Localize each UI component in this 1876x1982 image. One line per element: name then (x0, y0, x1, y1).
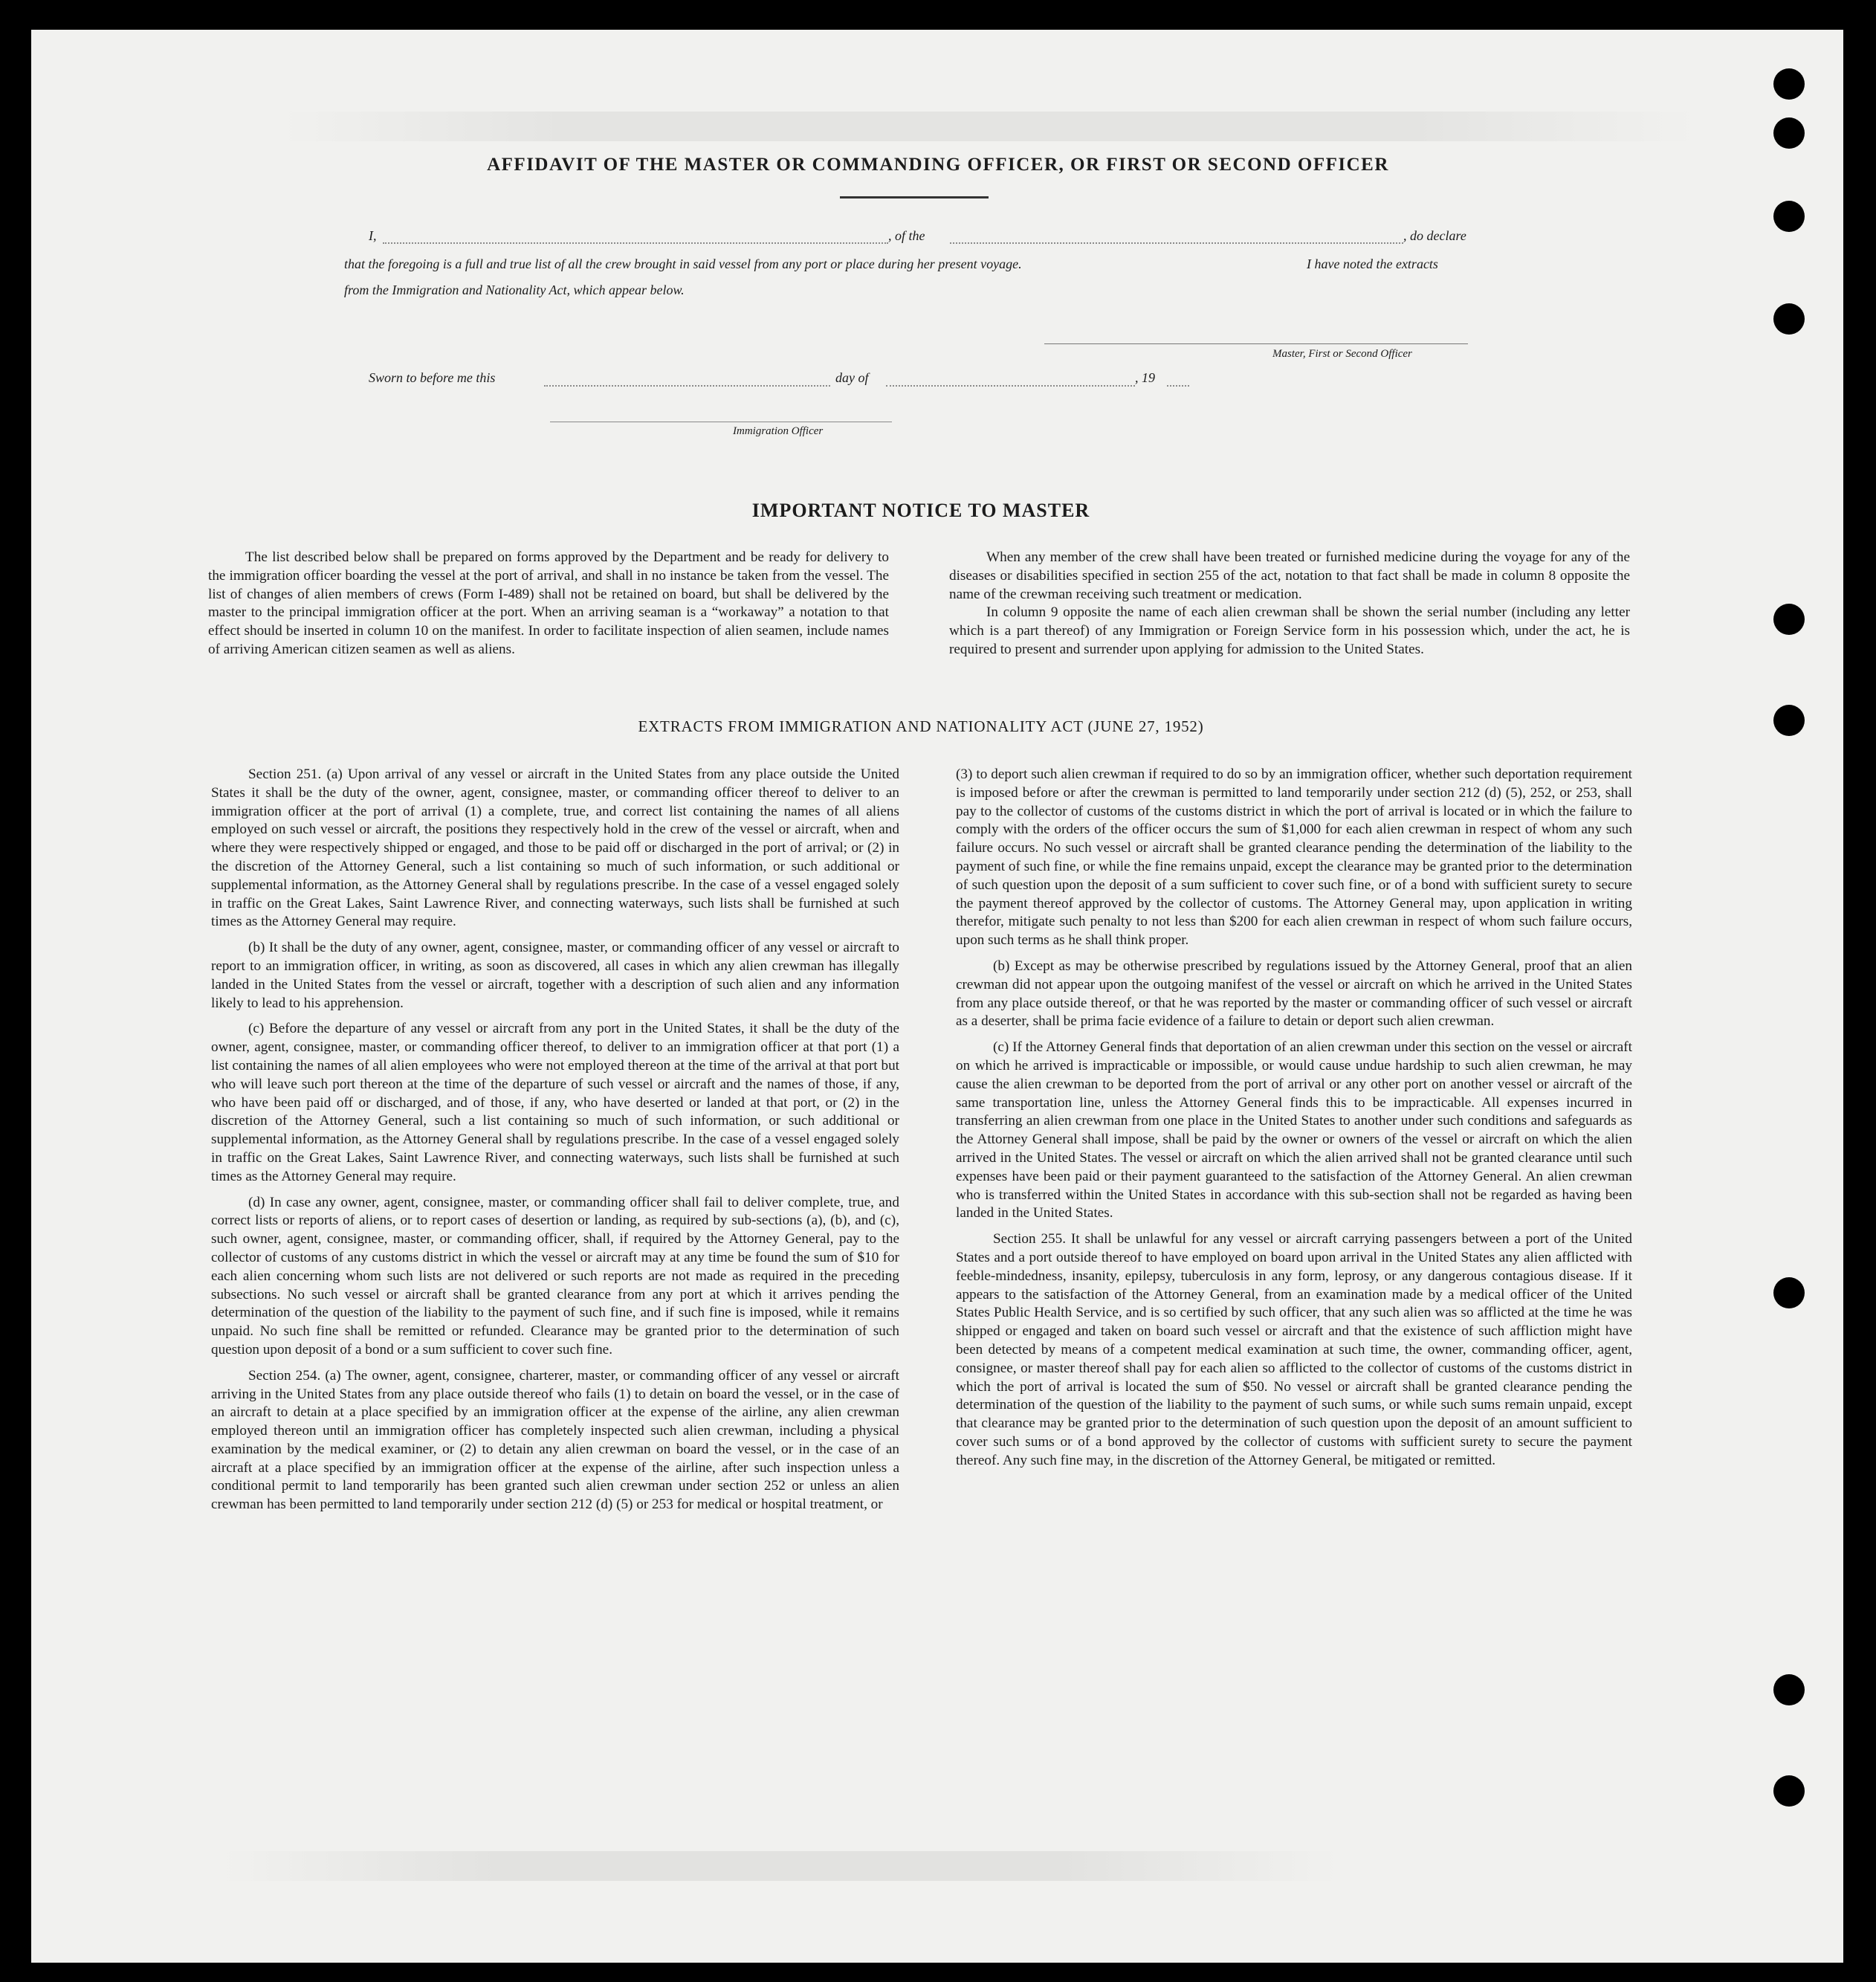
vessel-field[interactable] (950, 242, 1403, 244)
bleed-through-shadow (282, 112, 1695, 141)
sworn-day-field[interactable] (544, 385, 830, 387)
notice-paragraph: The list described below shall be prepared on forms approved by the Department and be ready for delivery to the immigration officer boarding the vessel at the port of arrival, and shall in no instance be taken from the vessel. The list of changes of alien members of crews (Form I-489) shall not be retained on board, but shall be delivered by the master to the principal immigration officer at the port. When an arriving seaman is a “workaway” a notation to that effect should be inserted in column 10 on the manifest. In order to facilitate inspection of alien seamen, include names of arriving American citizen seamen as well as aliens. (208, 549, 889, 657)
sworn-month-field[interactable] (886, 385, 1135, 387)
notice-paragraph: In column 9 opposite the name of each alien crewman shall be shown the serial number (including any letter which is a part thereof) of any Immigration or Foreign Service form in his possession which, under the act, he is required to present and surrender upon applying for admission to the United States. (949, 604, 1630, 657)
statement-line-1: that the foregoing is a full and true list of all the crew brought in said vessel from any port or place during her present voyage. (344, 256, 1022, 271)
section-254a: Section 254. (a) The owner, agent, consignee, charterer, master, or commanding officer of any vessel or aircraft arriving in the United States from any place outside thereof who fails (1) to detain on board the vessel, or in the case of an aircraft to detain at a place specified by an immigration officer at the expense of the airline, any alien crewman employed thereon until an immigration officer has completely inspected such alien crewman, including a physical examination by the medical examiner, or (2) to detain any alien crewman on board the vessel, or in the case of an aircraft at a place specified by an immigration officer at the expense of the airline, after such inspection unless a conditional permit to land temporarily has been granted such alien crewman under section 252 or unless an alien crewman has been permitted to land temporarily under section 212 (d) (5) or 253 for medical or hospital treatment, or (211, 1367, 899, 1513)
sworn-year-field[interactable] (1167, 385, 1189, 387)
section-251c: (c) Before the departure of any vessel or aircraft from any port in the United States, it shall be the duty of the owner, agent, consignee, master, or commanding officer thereof, to deliver to an immigration officer at that port (1) a list containing the names of all alien employees who were not employed thereon at the time of the arrival at that port but who will leave such port thereon at the time of the departure of such vessel or aircraft and the names of those, if any, who have been paid off or discharged, and of those, if any, who have deserted or landed at that port, or (2) in the discretion of the Attorney General, such a list containing so much of such information, or such additional or supplemental information, as the Attorney General shall by regulations prescribe. In the case of a vessel engaged solely in traffic on the Great Lakes, Saint Lawrence River, and connecting waterways, such lists shall be furnished at such times as the Attorney General may require. (211, 1021, 899, 1184)
notice-left-column (208, 549, 889, 667)
punch-hole (1773, 1775, 1805, 1807)
punch-hole (1773, 201, 1805, 232)
statement-noted: I have noted the extracts (1307, 256, 1438, 271)
bleed-through-shadow (223, 1851, 1338, 1881)
year-label: , 19 (1135, 370, 1155, 385)
name-field[interactable] (383, 242, 888, 244)
section-254a-continued: (3) to deport such alien crewman if required to do so by an immigration officer, whether such deportation requirement is imposed before or after the crewman is permitted to land temporarily under section 212 (d) (5), 252, or 253, shall pay to the collector of customs of the customs district in which the port of arrival is located or in which the failure to comply with the orders of the officer occurs the sum of $1,000 for each alien crewman in respect of whom any such failure occurs. No such vessel or aircraft shall be granted clearance pending the determination of the liability to the payment of such fine, or while the fine remains unpaid, except the clearance may be granted prior to the determination of such question upon the deposit of a sum sufficient to cover such fine, or of a bond with sufficient surety to secure the payment thereof approved by the collector of customs. The Attorney General may, upon application in writing therefor, mitigate such penalty to not less than $200 for each alien crewman in respect of whom such failure occurs, upon such terms as he shall think proper. (956, 766, 1632, 949)
section-254b: (b) Except as may be otherwise prescribed by regulations issued by the Attorney General, proof that an alien crewman did not appear upon the outgoing manifest of the vessel or aircraft on which he arrived in the United States from any place outside thereof, or that he was reported by the master or commanding officer of such vessel or aircraft as a deserter, shall be prima facie evidence of a failure to detain or deport such alien crewman. (956, 958, 1632, 1030)
extracts-right-column (956, 766, 1632, 1477)
section-255: Section 255. It shall be unlawful for any vessel or aircraft carrying passengers between a port of the United States and a port outside thereof to have employed on board upon arrival in the United States any alien afflicted with feeble-mindedness, insanity, epilepsy, tuberculosis in any form, leprosy, or any dangerous contagious disease. If it appears to the satisfaction of the Attorney General, from an examination made by a medical officer of the United States Public Health Service, and is so certified by such officer, that any such alien was so afflicted at the time he was shipped or engaged and taken on board such vessel or aircraft and that the existence of such affliction might have been detected by means of a competent medical examination at such time, the owner, commanding officer, agent, consignee, or master thereof shall pay for each alien so afflicted to the collector of customs of the customs district in which the port of arrival is located the sum of $50. No vessel or aircraft shall be granted clearance pending the determination of the question of the liability to the payment of such sums, or while such sums remain unpaid, except that clearance may be granted prior to the determination of such question upon the deposit of an amount sufficient to cover such sums or of a bond approved by the collector of customs with sufficient surety to secure the payment thereof. Any such fine may, in the discretion of the Attorney General, be mitigated or remitted. (956, 1231, 1632, 1468)
notice-title: IMPORTANT NOTICE TO MASTER (751, 500, 1090, 521)
i-label: I, (369, 228, 377, 243)
sworn-label: Sworn to before me this (369, 370, 496, 385)
notice-paragraph: When any member of the crew shall have been treated or furnished medicine during the voyage for any of the diseases or disabilities specified in section 255 of the act, notation to that fact shall be made in column 8 opposite the name of the crewman receiving such treatment or medication. (949, 549, 1630, 602)
statement-line-2: from the Immigration and Nationality Act, which appear below. (344, 283, 685, 297)
punch-hole (1773, 604, 1805, 635)
title-rule (840, 196, 989, 198)
punch-hole (1773, 303, 1805, 335)
punch-hole (1773, 1674, 1805, 1705)
section-254c: (c) If the Attorney General finds that deportation of an alien crewman under this section on the vessel or aircraft on which he arrived is impracticable or impossible, or would cause undue hardship to such alien crewman, he may cause the alien crewman to be deported from the port of arrival or any other port on another vessel or aircraft of the same transportation line, unless the Attorney General finds this to be impracticable. All expenses incurred in transferring an alien crewman from one place in the United States to another under such conditions and safeguards as the Attorney General shall impose, shall be paid by the owner or owners of the vessel or aircraft on which the alien arrived in the United States. The vessel or aircraft on which the alien arrived shall not be granted clearance until such expenses have been paid or their payment guaranteed to the satisfaction of the Attorney General. An alien crewman who is transferred within the United States in accordance with this sub-section shall not be regarded as having been landed in the United States. (956, 1039, 1632, 1221)
declare-label: , do declare (1403, 228, 1466, 243)
punch-hole (1773, 1277, 1805, 1308)
section-251d: (d) In case any owner, agent, consignee, master, or commanding officer shall fail to deliver complete, true, and correct lists or reports of aliens, or to report cases of desertion or landing, as required by sub-sections (a), (b), and (c), such owner, agent, consignee, master, or commanding officer, shall, if required by the Attorney General, pay to the collector of customs of any customs district in which the vessel or aircraft may at any time be found the sum of $10 for each alien concerning whom such lists are not delivered or such reports are not made as required in the preceding subsections. No such vessel or aircraft shall be granted clearance from any port at which it arrives pending the determination of the question of the liability to the payment of such fine, and if such fine is imposed, while it remains unpaid. No such fine shall be remitted or refunded. Clearance may be granted prior to the determination of such question upon deposit of a bond or a sum sufficient to cover such fine. (211, 1194, 899, 1358)
officer-label: Immigration Officer (733, 425, 824, 437)
affidavit-title: AFFIDAVIT OF THE MASTER OR COMMANDING OFFICER, OR FIRST OR SECOND OFFICER (487, 155, 1389, 175)
extracts-title: EXTRACTS FROM IMMIGRATION AND NATIONALITY ACT (JUNE 27, 1952) (638, 717, 1204, 735)
day-of-label: day of (835, 370, 869, 385)
extracts-left-column (211, 766, 899, 1522)
notice-right-column (949, 549, 1630, 667)
signature-label: Master, First or Second Officer (1272, 348, 1412, 360)
section-251a: Section 251. (a) Upon arrival of any vessel or aircraft in the United States from any place outside the United States it shall be the duty of the owner, agent, consignee, master, or commanding officer thereof to deliver to an immigration officer at the port of arrival (1) a complete, true, and correct list containing the names of all aliens employed on such vessel or aircraft, the positions they respectively hold in the crew of the vessel or aircraft, when and where they were respectively shipped or engaged, and those to be paid off or discharged in the port of arrival; or (2) in the discretion of the Attorney General, such a list containing so much of such information, or such additional or supplemental information, as the Attorney General shall by regulations prescribe. In the case of a vessel engaged solely in traffic on the Great Lakes, Saint Lawrence River, and connecting waterways, such lists shall be furnished at such times as the Attorney General may require. (211, 766, 899, 930)
of-the-label: , of the (888, 228, 925, 243)
punch-hole (1773, 117, 1805, 149)
punch-hole (1773, 68, 1805, 100)
section-251b: (b) It shall be the duty of any owner, agent, consignee, master, or commanding officer of any vessel or aircraft to report to an immigration officer, in writing, as soon as discovered, all cases in which any alien crewman has illegally landed in the United States from the vessel or aircraft, together with a description of such alien and any information likely to lead to his apprehension. (211, 940, 899, 1011)
signature-line[interactable] (1044, 343, 1468, 344)
